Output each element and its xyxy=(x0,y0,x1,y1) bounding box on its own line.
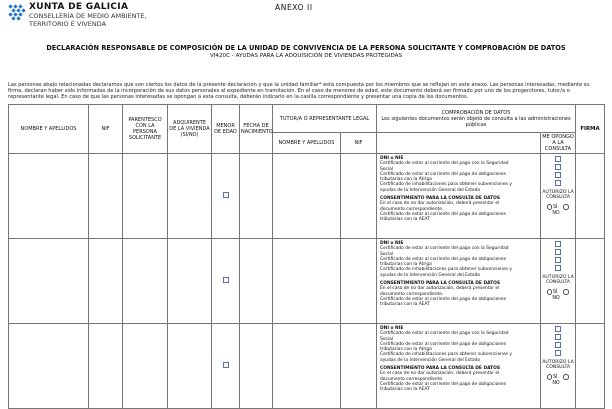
check-title: COMPROBACIÓN DE DATOS xyxy=(441,109,511,116)
birth-cell[interactable] xyxy=(240,154,273,239)
name-cell[interactable] xyxy=(9,324,89,409)
col-tutor-nif: NIF xyxy=(341,133,377,154)
sign-cell[interactable] xyxy=(576,239,605,324)
table-row xyxy=(9,324,605,409)
col-name: NOMBRE Y APELLIDOS xyxy=(9,105,89,154)
sign-cell[interactable] xyxy=(576,154,605,239)
minor-checkbox[interactable] xyxy=(223,362,229,368)
oppose-atriga-checkbox[interactable] xyxy=(555,257,561,263)
birth-cell[interactable] xyxy=(240,324,273,409)
annex-label: ANEXO II xyxy=(275,3,313,12)
consent-yes-radio[interactable] xyxy=(547,289,553,295)
oppose-inhab-checkbox[interactable] xyxy=(555,350,561,356)
relation-cell[interactable] xyxy=(123,239,168,324)
relation-cell[interactable] xyxy=(123,324,168,409)
docs-list: DNI o NIE Certificado de estar al corriente del pago con la Seguridad Social Certificado de estar al corriente del pago de obligaciones tributarias con la Atriga Certificado de inhabilitaciones para obtener subvenciones y ayudas de la Intervención General del Estado CONSENTIMIENTO PARA LA CONSULTA DE DATOS En el caso de no dar autorización, deberá presentar el documento correspondiente. Certificado de estar al corriente del pago de obligaciones tributarias con la AEAT xyxy=(377,154,541,239)
check-subtitle: Los siguientes documentos serán objeto de consulta a las administraciones públicas xyxy=(381,115,571,128)
col-tutor-name: NOMBRE Y APELLIDOS xyxy=(273,133,341,154)
document-title: DECLARACIÓN RESPONSABLE DE COMPOSICIÓN DE LA UNIDAD DE CONVIVENCIA DE LA PERSONA SOLICITANTE Y COMPROBACIÓN DE DATOS xyxy=(46,44,566,52)
org-name: XUNTA DE GALICIA xyxy=(29,2,129,12)
nif-cell[interactable] xyxy=(89,154,123,239)
relation-cell[interactable] xyxy=(123,154,168,239)
intro-paragraph: Las personas abajo relacionadas declaramos que son ciertos los datos de la presente declaración y que la unidad familiar* está compuesta por los miembros que se reflejan en este anexo. Las personas interesadas, mediante su firma, declaran haber sido informadas de la incorporación de sus datos personales al expediente en tramitación. En el caso de menores de edad, este documento deberá ser firmado por uno de los progenitores, tutor/a o representante legal. En caso de que las personas interesadas se opongan a esta consulta, deberán indicarlo en la casilla correspondiente y presentar una copia de los documentos. xyxy=(8,82,590,101)
col-nif: NIF xyxy=(89,105,123,154)
buyer-cell[interactable] xyxy=(168,154,212,239)
consent-no-radio[interactable] xyxy=(563,204,569,210)
tutor-nif-cell[interactable] xyxy=(341,154,377,239)
col-tutor: TUTOR/A O REPRESENTANTE LEGAL xyxy=(273,105,377,133)
docs-list: DNI o NIE Certificado de estar al corriente del pago con la Seguridad Social Certificado de estar al corriente del pago de obligaciones tributarias con la Atriga Certificado de inhabilitaciones para obtener subvenciones y ayudas de la Intervención General del Estado CONSENTIMIENTO PARA LA CONSULTA DE DATOS En el caso de no dar autorización, deberá presentar el documento correspondiente. Certificado de estar al corriente del pago de obligaciones tributarias con la AEAT xyxy=(377,324,541,409)
table-row xyxy=(9,154,605,239)
col-relation: PARENTESCO CON LA PERSONA SOLICITANTE xyxy=(123,105,168,154)
document-subtitle: VI420C - AYUDAS PARA LA ADQUISICIÓN DE VIVIENDAS PROTEGIDAS xyxy=(209,53,403,59)
col-minor: MENOR DE EDAD xyxy=(212,105,240,154)
oppose-cell: AUTORIZO LA CONSULTA SÍ NO xyxy=(541,239,576,324)
oppose-cell: AUTORIZO LA CONSULTA SÍ NO xyxy=(541,324,576,409)
consent-yes-radio[interactable] xyxy=(547,204,553,210)
tutor-name-cell[interactable] xyxy=(273,154,341,239)
oppose-atriga-checkbox[interactable] xyxy=(555,342,561,348)
nif-cell[interactable] xyxy=(89,239,123,324)
members-table xyxy=(8,104,605,409)
consent-no-radio[interactable] xyxy=(563,289,569,295)
page-header xyxy=(8,2,604,42)
consent-yes-radio[interactable] xyxy=(547,374,553,380)
oppose-inhab-checkbox[interactable] xyxy=(555,265,561,271)
oppose-inhab-checkbox[interactable] xyxy=(555,180,561,186)
oppose-ss-checkbox[interactable] xyxy=(555,334,561,340)
buyer-cell[interactable] xyxy=(168,239,212,324)
oppose-dni-checkbox[interactable] xyxy=(555,326,561,332)
tutor-name-cell[interactable] xyxy=(273,239,341,324)
col-birth: FECHA DE NACIMIENTO xyxy=(240,105,273,154)
birth-cell[interactable] xyxy=(240,239,273,324)
col-sign: FIRMA xyxy=(576,105,605,154)
nif-cell[interactable] xyxy=(89,324,123,409)
oppose-dni-checkbox[interactable] xyxy=(555,156,561,162)
oppose-ss-checkbox[interactable] xyxy=(555,164,561,170)
col-buyer: ADQUIRENTE DE LA VIVIENDA (SÍ/NO) xyxy=(168,105,212,154)
dept-line-1: CONSELLERÍA DE MEDIO AMBIENTE, xyxy=(29,12,147,20)
col-oppose: ME OPONGO A LA CONSULTA xyxy=(542,134,574,152)
dept-line-2: TERRITORIO E VIVENDA xyxy=(29,20,107,28)
xunta-logo-icon xyxy=(8,4,26,22)
oppose-atriga-checkbox[interactable] xyxy=(555,172,561,178)
oppose-ss-checkbox[interactable] xyxy=(555,249,561,255)
name-cell[interactable] xyxy=(9,239,89,324)
tutor-nif-cell[interactable] xyxy=(341,324,377,409)
tutor-name-cell[interactable] xyxy=(273,324,341,409)
col-check xyxy=(377,105,576,133)
minor-checkbox[interactable] xyxy=(223,192,229,198)
oppose-dni-checkbox[interactable] xyxy=(555,241,561,247)
table-row xyxy=(9,239,605,324)
tutor-nif-cell[interactable] xyxy=(341,239,377,324)
consent-no-radio[interactable] xyxy=(563,374,569,380)
docs-list: DNI o NIE Certificado de estar al corriente del pago con la Seguridad Social Certificado de estar al corriente del pago de obligaciones tributarias con la Atriga Certificado de inhabilitaciones para obtener subvenciones y ayudas de la Intervención General del Estado CONSENTIMIENTO PARA LA CONSULTA DE DATOS En el caso de no dar autorización, deberá presentar el documento correspondiente. Certificado de estar al corriente del pago de obligaciones tributarias con la AEAT xyxy=(377,239,541,324)
minor-checkbox[interactable] xyxy=(223,277,229,283)
sign-cell[interactable] xyxy=(576,324,605,409)
buyer-cell[interactable] xyxy=(168,324,212,409)
oppose-cell: AUTORIZO LA CONSULTA SÍ NO xyxy=(541,154,576,239)
name-cell[interactable] xyxy=(9,154,89,239)
